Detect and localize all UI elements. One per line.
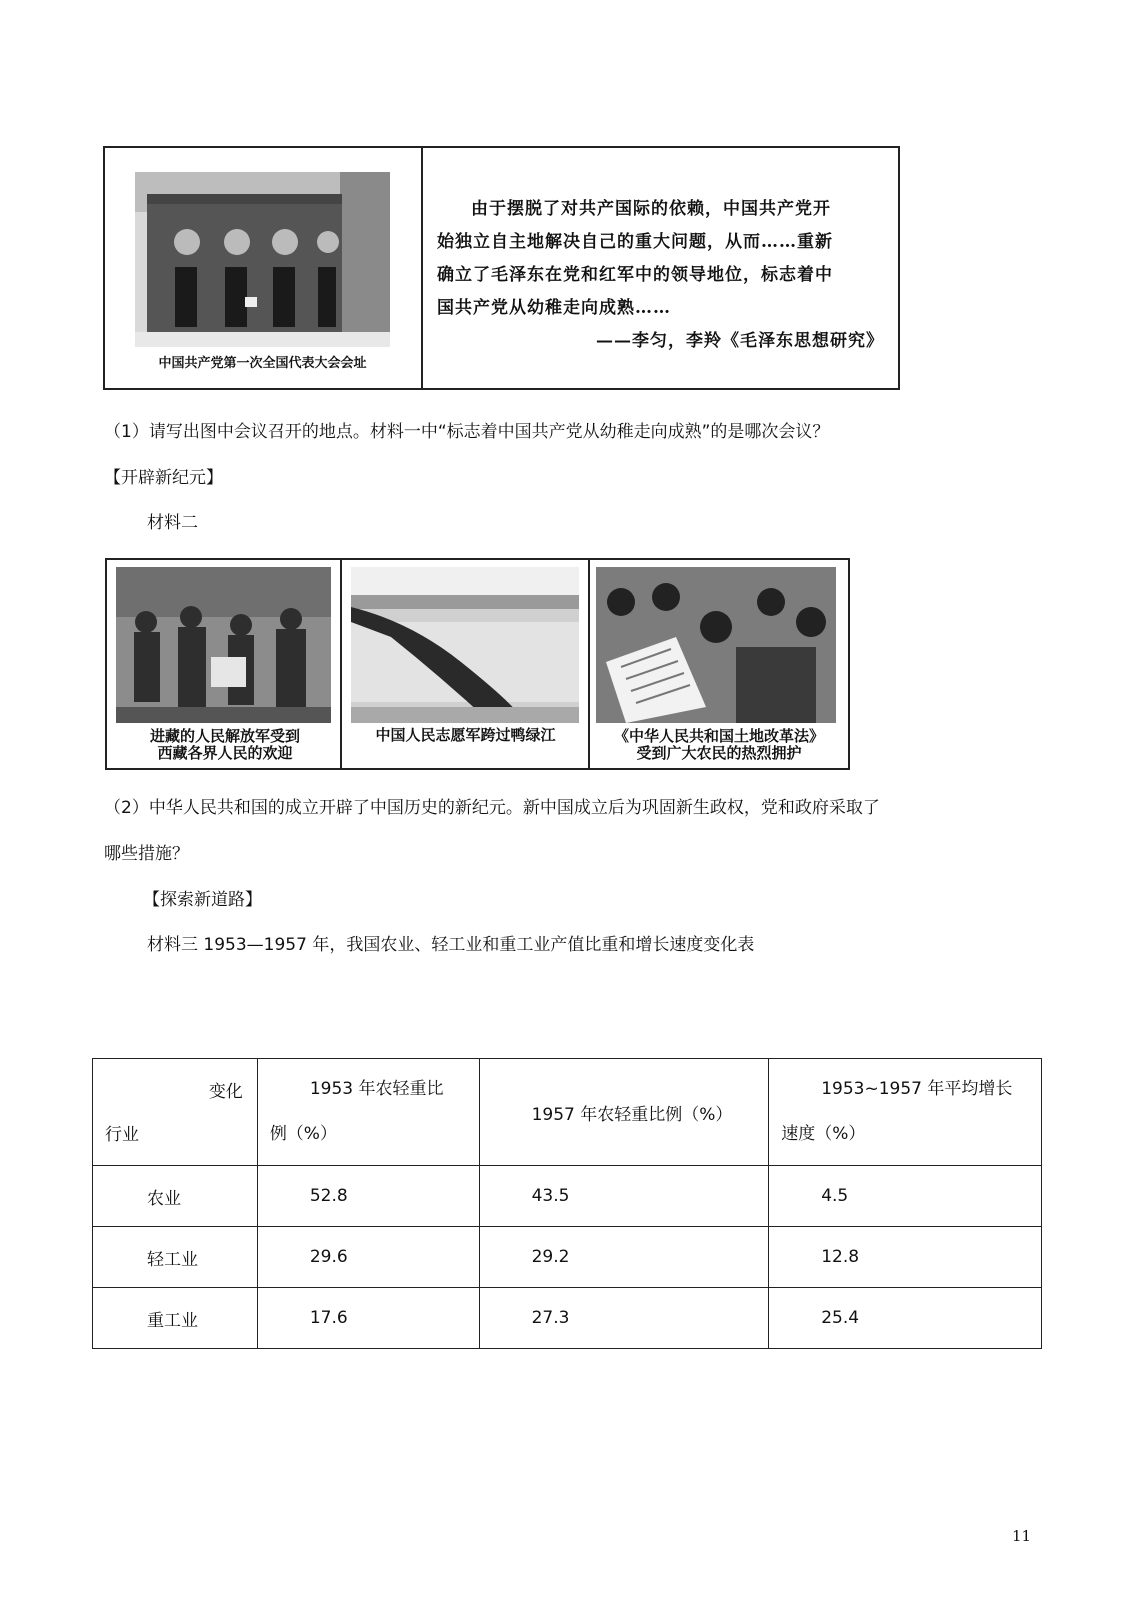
volunteer-army-photo	[351, 567, 579, 723]
question-1: （1）请写出图中会议召开的地点。材料一中“标志着中国共产党从幼稚走向成熟”的是哪次会议？	[104, 422, 830, 442]
value-cell: 27.3	[479, 1288, 769, 1349]
value-cell: 12.8	[769, 1227, 1042, 1288]
table-row	[93, 1227, 1042, 1288]
table-row	[93, 1288, 1042, 1349]
photo-caption	[343, 727, 588, 744]
value-cell: 17.6	[257, 1288, 479, 1349]
header-1957-ratio: 1957 年农轻重比例（%）	[479, 1059, 769, 1166]
section-heading-new-road: 【探索新道路】	[143, 890, 262, 910]
page-number: 11	[1012, 1527, 1032, 1545]
land-reform-law-photo	[596, 567, 836, 723]
quote-line: 国共产党从幼稚走向成熟……	[437, 298, 671, 318]
header-growth	[769, 1059, 1042, 1166]
section-heading-new-era: 【开辟新纪元】	[104, 468, 223, 488]
header-industry: 行业	[105, 1125, 139, 1145]
industry-cell: 重工业	[93, 1288, 258, 1349]
production-ratio-table	[92, 1058, 1042, 1349]
caption-line: 西藏各界人民的欢迎	[157, 744, 293, 762]
caption-line: 进藏的人民解放军受到	[149, 727, 300, 745]
header-line: 例（%）	[269, 1124, 337, 1144]
caption-line: 受到广大农民的热烈拥护	[636, 744, 802, 762]
value-cell: 29.6	[257, 1227, 479, 1288]
industry-cell: 轻工业	[93, 1227, 258, 1288]
table-row	[93, 1166, 1042, 1227]
quote-source: ——李匀，李羚《毛泽东思想研究》	[596, 331, 884, 351]
photo-caption	[110, 728, 340, 762]
first-congress-site-photo	[135, 172, 390, 347]
value-cell: 29.2	[479, 1227, 769, 1288]
header-corner-cell	[93, 1059, 258, 1166]
pla-tibet-photo	[116, 567, 331, 723]
header-line: 1953~1957 年平均增长	[821, 1079, 1013, 1099]
quote-line: 确立了毛泽东在党和红军中的领导地位，标志着中	[437, 265, 833, 285]
value-cell: 4.5	[769, 1166, 1042, 1227]
quote-line: 始独立自主地解决自己的重大问题，从而……重新	[437, 232, 833, 252]
industry-cell: 农业	[93, 1166, 258, 1227]
material2-divider	[340, 558, 342, 770]
value-cell: 25.4	[769, 1288, 1042, 1349]
question-2-line: 哪些措施？	[104, 844, 189, 864]
header-change: 变化	[208, 1082, 243, 1102]
material3-label: 材料三 1953—1957 年，我国农业、轻工业和重工业产值比重和增长速度变化表	[147, 935, 755, 955]
quote-line: 由于摆脱了对共产国际的依赖，中国共产党开	[471, 199, 831, 219]
header-line: 1953 年农轻重比	[309, 1079, 444, 1099]
material1-divider	[421, 146, 423, 390]
header-1953-ratio	[257, 1059, 479, 1166]
caption-line: 《中华人民共和国土地改革法》	[613, 727, 824, 745]
value-cell: 52.8	[257, 1166, 479, 1227]
photo-caption: 中国共产党第一次全国代表大会会址	[158, 356, 367, 371]
material2-label: 材料二	[147, 513, 198, 533]
photo-caption	[590, 728, 848, 762]
header-line: 速度（%）	[781, 1124, 866, 1144]
material1-quote	[437, 193, 892, 358]
caption-line: 中国人民志愿军跨过鸭绿江	[375, 726, 556, 744]
value-cell: 43.5	[479, 1166, 769, 1227]
table-header-row	[93, 1059, 1042, 1166]
question-2-line: （2）中华人民共和国的成立开辟了中国历史的新纪元。新中国成立后为巩固新生政权，党和政府采取了	[104, 798, 880, 818]
